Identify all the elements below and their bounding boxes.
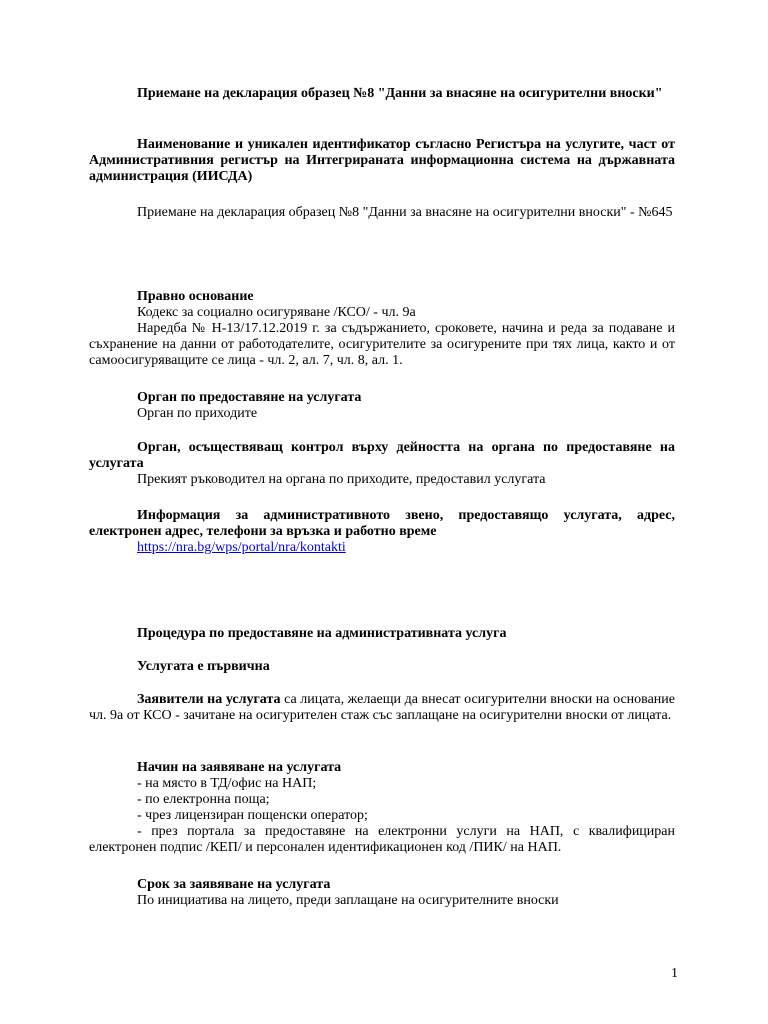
- legal-basis-section: [89, 289, 675, 369]
- registry-value: Приемане на декларация образец №8 "Данни за внасяне на осигурителни вноски" - №645: [137, 205, 673, 220]
- applicants-label: Заявители на услугата: [137, 692, 281, 707]
- method-item: - по електронна поща;: [137, 792, 270, 807]
- control-section: [89, 440, 675, 488]
- method-section: [89, 760, 675, 856]
- applicants-paragraph: [89, 692, 675, 724]
- registry-heading: Наименование и уникален идентификатор съгласно Регистъра на услугите, част от Административния регистър на Интегрираната информационна система на държавната администрация (ИИСДА): [89, 137, 675, 184]
- procedure-heading: Процедура по предоставяне на административната услуга: [137, 626, 507, 641]
- method-heading: Начин на заявяване на услугата: [137, 760, 342, 775]
- method-item: - на място в ТД/офис на НАП;: [137, 776, 317, 791]
- legal-basis-line2: Наредба № Н-13/17.12.2019 г. за съдържанието, сроковете, начина и реда за подаване и съхранение на данни от работодателите, осигурителите за осигурените при тях лица, както и от самоосигуряващите се лица - чл. 2, ал. 7, чл. 8, ал. 1.: [89, 321, 675, 368]
- legal-basis-line1: Кодекс за социално осигуряване /КСО/ - чл. 9а: [137, 305, 416, 320]
- deadline-value: По инициатива на лицето, преди заплащане на осигурителните вноски: [137, 893, 559, 908]
- provider-heading: Орган по предоставяне на услугата: [137, 390, 362, 405]
- control-heading: Орган, осъществяващ контрол върху дейността на органа по предоставяне на услугата: [89, 440, 675, 471]
- method-item: - чрез лицензиран пощенски оператор;: [137, 808, 368, 823]
- contact-link[interactable]: https://nra.bg/wps/portal/nra/kontakti: [137, 540, 346, 555]
- control-value: Прекият ръководител на органа по приходите, предоставил услугата: [137, 472, 546, 487]
- legal-basis-heading: Правно основание: [137, 289, 254, 304]
- contact-heading: Информация за административното звено, предоставящо услугата, адрес, електронен адрес, телефони за връзка и работно време: [89, 508, 675, 539]
- deadline-heading: Срок за заявяване на услугата: [137, 877, 331, 892]
- deadline-section: [89, 877, 675, 909]
- applicants-text: са лицата, желаещи да внесат осигурителни вноски на основание чл. 9а от КСО - зачитане на осигурителен стаж със заплащане на осигурителни вноски от лицата.: [89, 692, 675, 723]
- document-title: Приемане на декларация образец №8 "Данни за внасяне на осигурителни вноски": [137, 86, 663, 101]
- primary-service-label: Услугата е първична: [137, 659, 270, 674]
- provider-value: Орган по приходите: [137, 406, 258, 421]
- contact-section: [89, 508, 675, 556]
- provider-section: [89, 390, 675, 422]
- page-number: 1: [671, 966, 678, 981]
- method-item: - през портала за предоставяне на електронни услуги на НАП, с квалифициран електронен подпис /КЕП/ и персонален идентификационен код /ПИК/ на НАП.: [89, 824, 675, 855]
